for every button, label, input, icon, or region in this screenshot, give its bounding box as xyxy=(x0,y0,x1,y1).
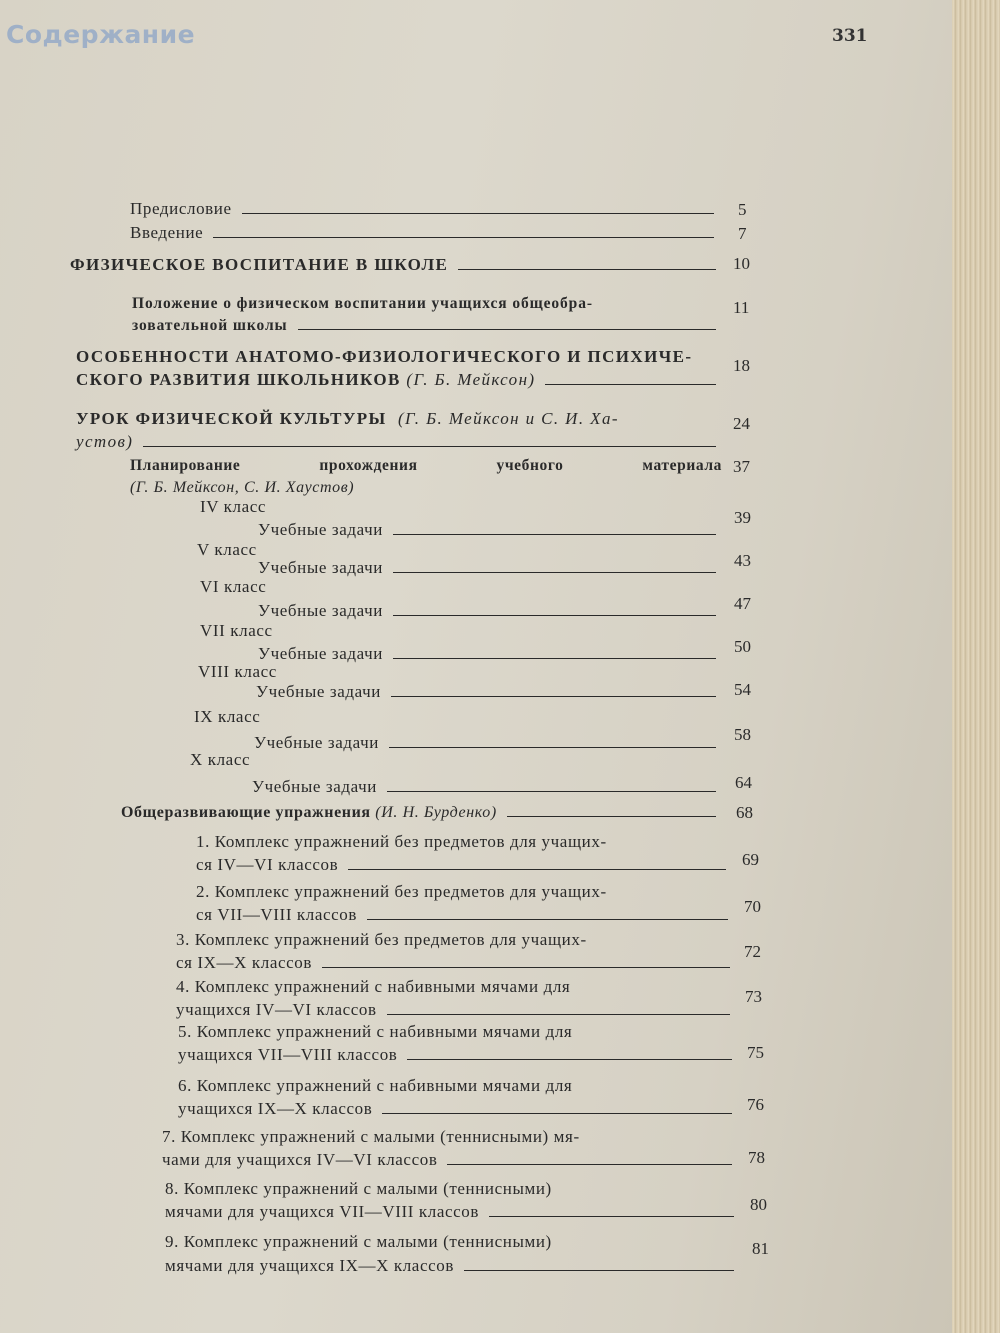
toc-entry-tasks xyxy=(258,519,722,541)
leader-line xyxy=(322,967,730,968)
toc-word: учебного xyxy=(496,457,564,474)
toc-entry-section-3 xyxy=(76,407,722,453)
leader-line xyxy=(298,329,716,330)
toc-page: 47 xyxy=(734,594,751,613)
toc-author: (И. Н. Бурденко) xyxy=(375,804,497,821)
toc-label: Введение xyxy=(130,223,204,242)
page-edges xyxy=(952,0,1000,1333)
toc-entry-complex xyxy=(196,880,734,926)
toc-page: 64 xyxy=(735,773,752,792)
toc-label-line-1: Положение о физическом воспитании учащихся общеобра- xyxy=(132,295,593,312)
toc-entry-tasks xyxy=(252,776,722,798)
toc-label-line-1: 1. Комплекс упражнений без предметов для учащих- xyxy=(196,832,607,851)
toc-label-line-1: 2. Комплекс упражнений без предметов для учащих- xyxy=(196,882,607,901)
toc-entry-tasks xyxy=(254,732,722,754)
toc-page: 11 xyxy=(733,298,750,317)
toc-entry-complex xyxy=(176,928,736,974)
toc-label: Общеразвивающие упражнения xyxy=(121,804,371,821)
leader-line xyxy=(213,237,714,238)
grade-label: IX класс xyxy=(194,707,261,726)
leader-line xyxy=(348,869,726,870)
toc-entry-intro xyxy=(130,222,720,244)
toc-label-line-1: 6. Комплекс упражнений с набивными мячами для xyxy=(178,1076,573,1095)
leader-line xyxy=(458,269,716,270)
leader-line xyxy=(393,534,716,535)
leader-line xyxy=(382,1113,732,1114)
toc-label-line-2: ся IV—VI классов xyxy=(196,855,339,874)
toc-entry-regulation xyxy=(132,293,722,337)
toc-page: 68 xyxy=(736,803,753,822)
toc-entry-complex xyxy=(178,1074,738,1120)
toc-page: 37 xyxy=(733,457,750,476)
toc-page: 73 xyxy=(745,987,762,1006)
toc-entry-complex xyxy=(162,1125,738,1171)
toc-label-line-1: 7. Комплекс упражнений с малыми (теннисными) мя- xyxy=(162,1127,580,1146)
toc-entry-section-2 xyxy=(76,345,722,391)
toc-entry-planning xyxy=(130,455,722,499)
leader-line xyxy=(387,1014,730,1015)
toc-label-line-1: 4. Комплекс упражнений с набивными мячами для xyxy=(176,977,571,996)
toc-author: (Г. Б. Мейксон и С. И. Ха- xyxy=(397,409,619,428)
toc-page: 7 xyxy=(738,224,747,243)
toc-page: 80 xyxy=(750,1195,767,1214)
toc-author: (Г. Б. Мейксон) xyxy=(406,370,536,389)
leader-line xyxy=(242,213,714,214)
leader-line xyxy=(393,572,716,573)
toc-page: 10 xyxy=(733,254,750,273)
toc-label-line-2: чами для учащихся IV—VI классов xyxy=(162,1150,438,1169)
toc-entry-exercises xyxy=(121,802,722,824)
leader-line xyxy=(387,791,716,792)
leader-line xyxy=(393,658,716,659)
grade-label: IV класс xyxy=(200,497,267,516)
toc-entry-complex xyxy=(196,830,732,876)
toc-label-line-1: 3. Комплекс упражнений без предметов для учащих- xyxy=(176,930,587,949)
page-number: 331 xyxy=(832,26,868,46)
toc-label-line-2: СКОГО РАЗВИТИЯ ШКОЛЬНИКОВ xyxy=(76,370,401,389)
toc-word: прохождения xyxy=(319,457,418,474)
toc-label: Учебные задачи xyxy=(254,733,379,752)
toc-label-line-2: мячами для учащихся VII—VIII классов xyxy=(165,1202,480,1221)
toc-page: 72 xyxy=(744,942,761,961)
toc-entry-complex xyxy=(176,975,736,1021)
toc-label-line-1: 9. Комплекс упражнений с малыми (теннисными) xyxy=(165,1232,552,1251)
toc-entry-section-1 xyxy=(70,254,722,276)
toc-entry-tasks xyxy=(258,643,722,665)
toc-word: Планирование xyxy=(130,457,241,474)
toc-page: 81 xyxy=(752,1239,769,1258)
toc-page: 24 xyxy=(733,414,750,433)
toc-label: Учебные задачи xyxy=(258,601,383,620)
toc-label: Учебные задачи xyxy=(258,520,383,539)
grade-label: VI класс xyxy=(200,577,267,596)
leader-line xyxy=(545,384,716,385)
toc-page: 78 xyxy=(748,1148,765,1167)
toc-entry-complex xyxy=(165,1177,740,1223)
toc-label-line-1: УРОК ФИЗИЧЕСКОЙ КУЛЬТУРЫ xyxy=(76,409,387,428)
toc-label-line-2: учащихся IX—X классов xyxy=(178,1099,373,1118)
leader-line xyxy=(447,1164,732,1165)
toc-page: 18 xyxy=(733,356,750,375)
leader-line xyxy=(507,816,716,817)
grade-label: VII класс xyxy=(200,621,273,640)
leader-line xyxy=(391,696,716,697)
toc-label-line-1: ОСОБЕННОСТИ АНАТОМО-ФИЗИОЛОГИЧЕСКОГО И ПСИХИЧЕ- xyxy=(76,347,693,366)
toc-label: ФИЗИЧЕСКОЕ ВОСПИТАНИЕ В ШКОЛЕ xyxy=(70,255,449,274)
section-header: Содержание xyxy=(6,20,196,49)
toc-label-line-2: учащихся VII—VIII классов xyxy=(178,1045,398,1064)
toc-label-line-2: зовательной школы xyxy=(132,317,288,334)
leader-line xyxy=(407,1059,732,1060)
leader-line xyxy=(389,747,716,748)
toc-label-line-1: 5. Комплекс упражнений с набивными мячами для xyxy=(178,1022,573,1041)
toc-label: Предисловие xyxy=(130,199,232,218)
toc-page: 5 xyxy=(738,200,747,219)
toc-author-cont: устов) xyxy=(76,432,134,451)
toc-label: Учебные задачи xyxy=(258,558,383,577)
toc-page: 76 xyxy=(747,1095,764,1114)
toc-entry-tasks xyxy=(258,600,722,622)
toc-entry-preface xyxy=(130,198,720,220)
toc-entry-tasks xyxy=(256,681,722,703)
toc-label-line-1: 8. Комплекс упражнений с малыми (теннисными) xyxy=(165,1179,552,1198)
leader-line xyxy=(393,615,716,616)
toc-page: 70 xyxy=(744,897,761,916)
toc-authors: (Г. Б. Мейксон, С. И. Хаустов) xyxy=(130,479,355,496)
toc-page: 75 xyxy=(747,1043,764,1062)
toc-label-line-2: ся IX—X классов xyxy=(176,953,312,972)
toc-page: 58 xyxy=(734,725,751,744)
toc-page: 54 xyxy=(734,680,751,699)
leader-line xyxy=(464,1270,734,1271)
toc-label: Учебные задачи xyxy=(252,777,377,796)
toc-label-line-2: учащихся IV—VI классов xyxy=(176,1000,377,1019)
toc-page: 50 xyxy=(734,637,751,656)
toc-label: Учебные задачи xyxy=(256,682,381,701)
toc-entry-complex xyxy=(178,1020,738,1066)
toc-page: 69 xyxy=(742,850,759,869)
toc-label-line-2: ся VII—VIII классов xyxy=(196,905,358,924)
grade-label: V класс xyxy=(197,540,257,559)
grade-label: X класс xyxy=(190,750,251,769)
grade-label: VIII класс xyxy=(198,662,277,681)
leader-line xyxy=(489,1216,734,1217)
leader-line xyxy=(143,446,716,447)
toc-page: 43 xyxy=(734,551,751,570)
toc-label: Учебные задачи xyxy=(258,644,383,663)
toc-entry-complex xyxy=(165,1230,740,1278)
leader-line xyxy=(367,919,728,920)
toc-word: материала xyxy=(642,457,722,474)
toc-entry-tasks xyxy=(258,557,722,579)
toc-label-line-2: мячами для учащихся IX—X классов xyxy=(165,1256,454,1275)
toc-page: 39 xyxy=(734,508,751,527)
